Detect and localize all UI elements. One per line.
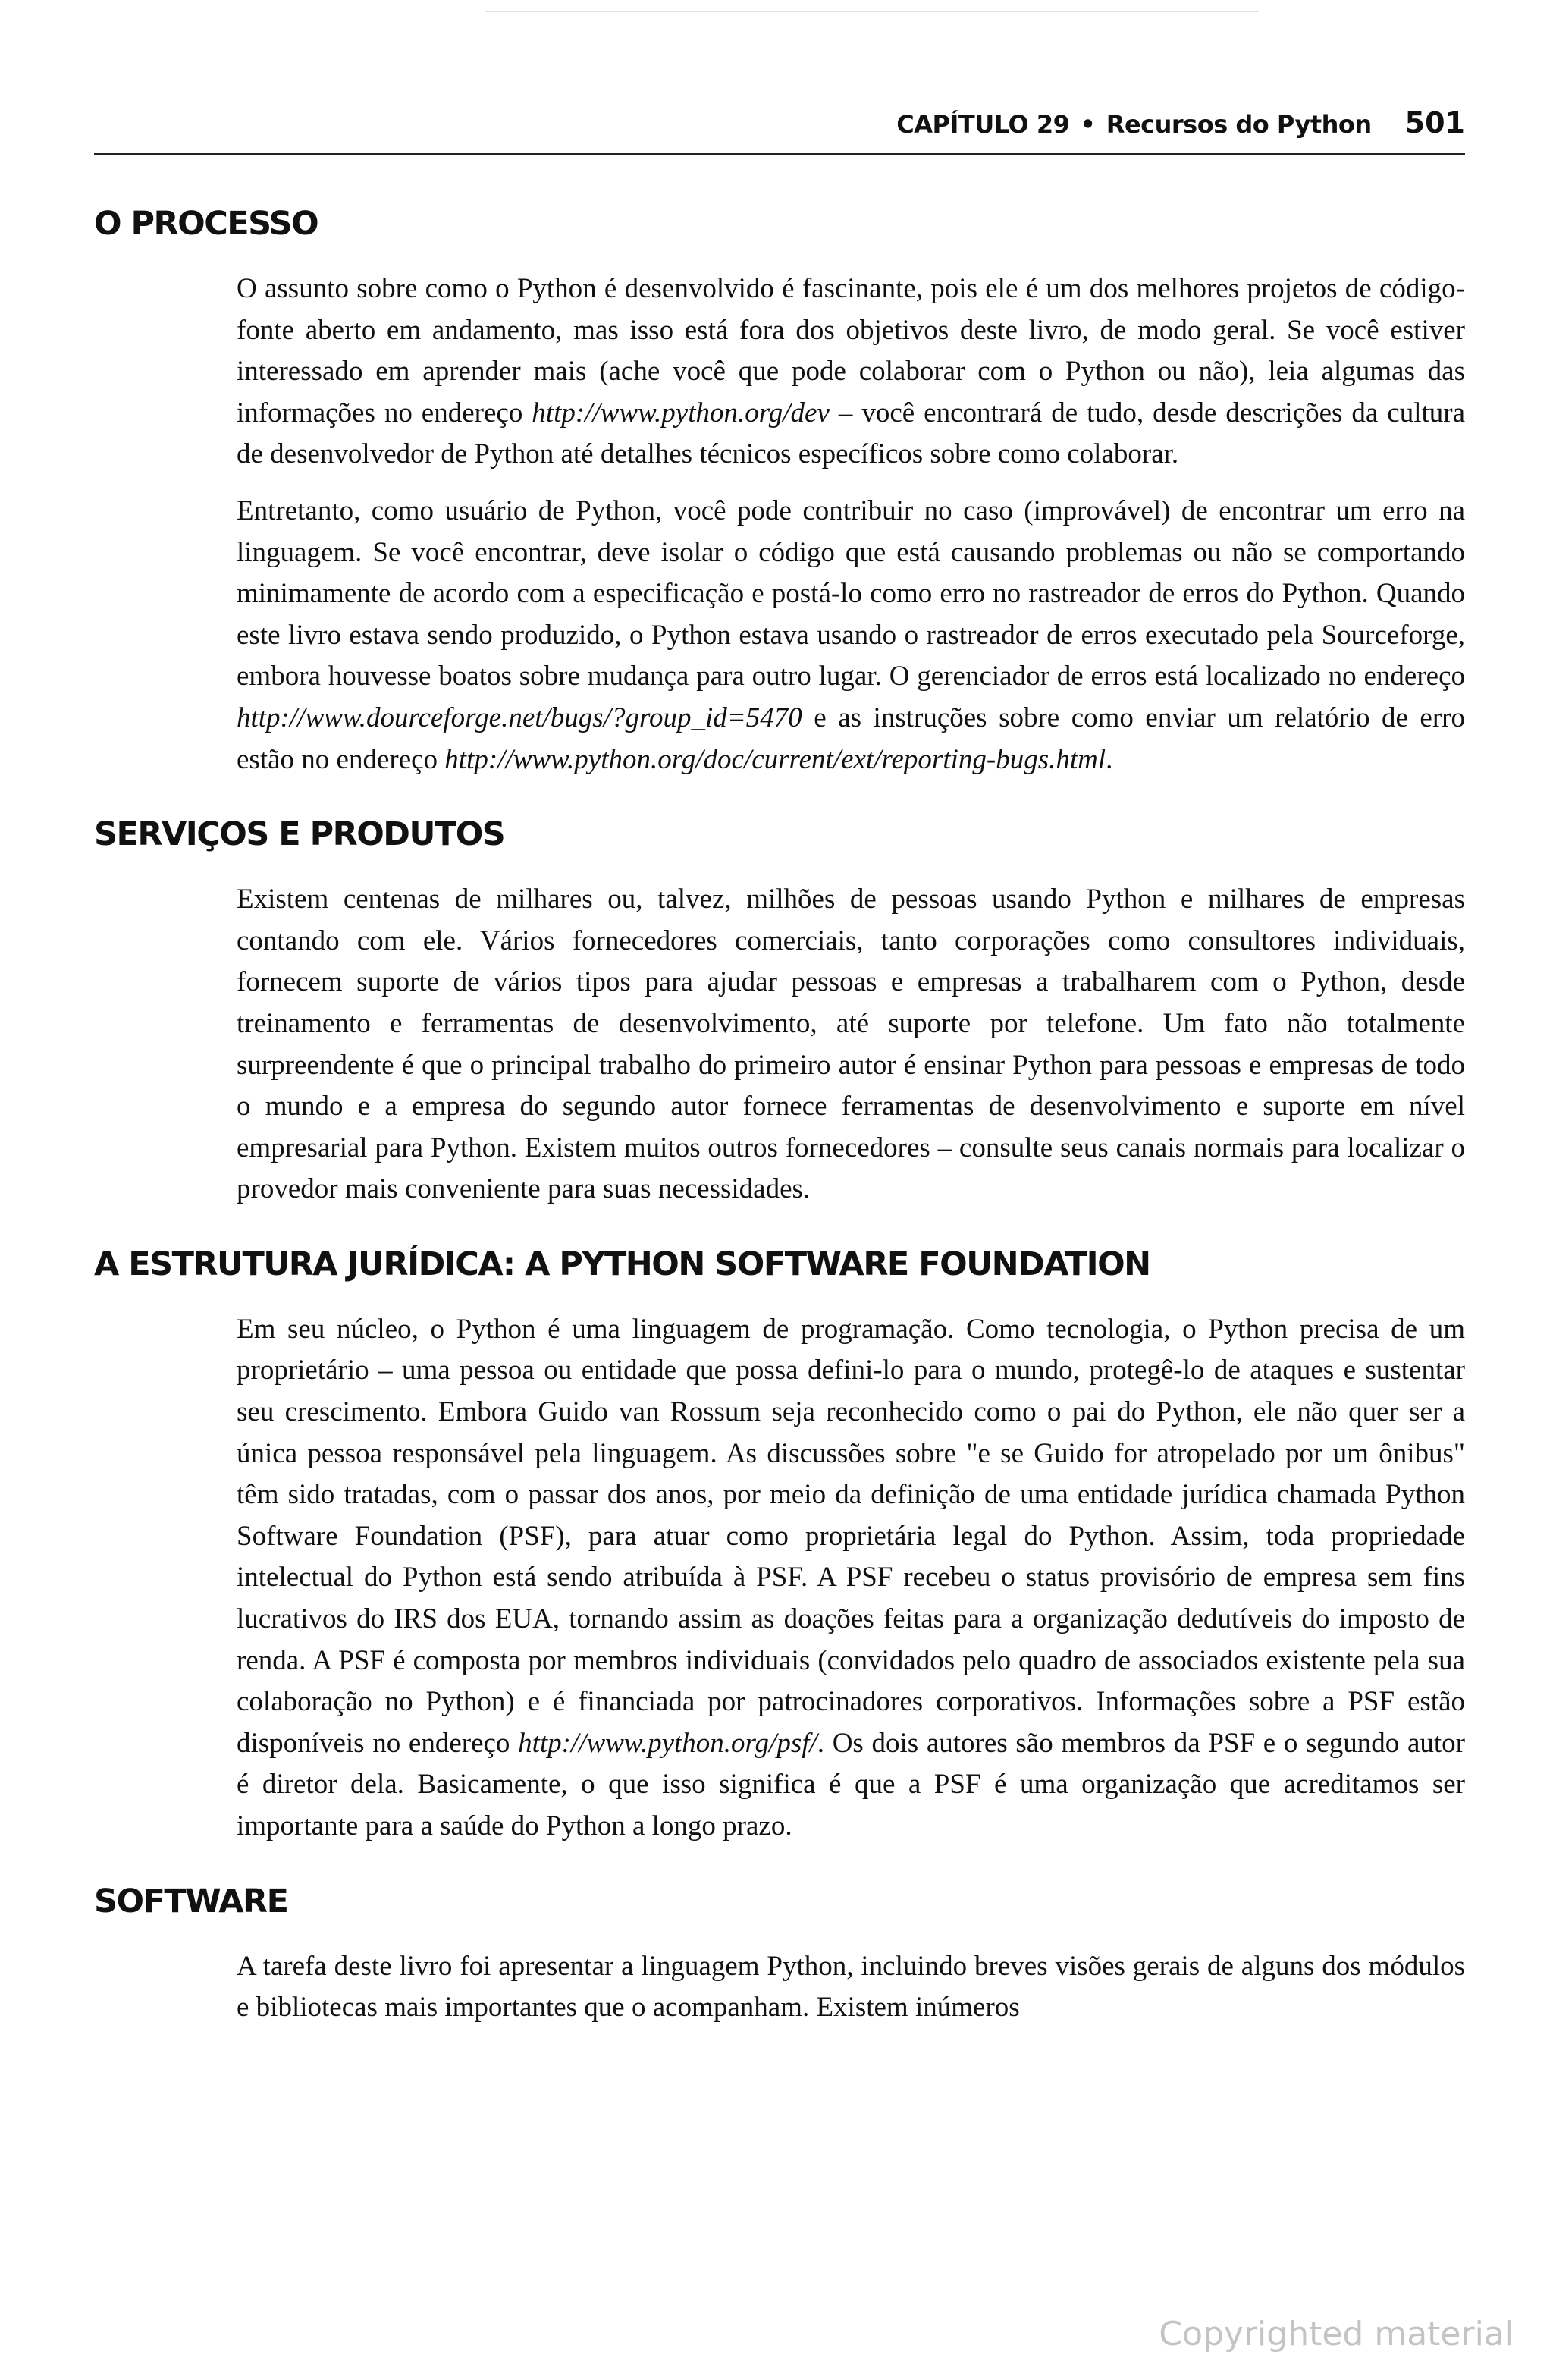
url-link: http://www.python.org/doc/current/ext/reporting-bugs.html <box>444 743 1106 775</box>
url-link: http://www.python.org/dev <box>532 397 830 429</box>
section-heading: SOFTWARE <box>94 1882 288 1920</box>
section-heading: O PROCESSO <box>94 205 318 243</box>
paragraph-text: Em seu núcleo, o Python é uma linguagem de programação. Como tecnologia, o Python precisa de um proprietário – uma pessoa ou entidade que possa defini-lo para o mundo, protegê-lo de ataques e sustentar seu crescimento. Embora Guido van Rossum seja reconhecido como o pai do Python, ele não quer ser a única pessoa responsável pela linguagem. As discussões sobre "e se Guido for atropelado por um ônibus" têm sido tratadas, com o passar dos anos, por meio da definição de uma entidade jurídica chamada Python Software Foundation (PSF), para atuar como proprietária legal do Python. Assim, toda propriedade intelectual do Python está sendo atribuída à PSF. A PSF recebeu o status provisório de empresa sem fins lucrativos do IRS dos EUA, tornando assim as doações feitas para a organização dedutíveis do imposto de renda. A PSF é composta por membros individuais (convidados pelo quadro de associados existente pela sua colaboração no Python) e é financiada por patrocinadores corporativos. Informações sobre a PSF estão disponíveis no endereço <box>237 1313 1465 1759</box>
paragraph <box>0 1309 1465 1848</box>
copyright-watermark: Copyrighted material <box>1159 2315 1514 2353</box>
page-body <box>0 203 1553 2062</box>
paragraph <box>0 268 1465 476</box>
section-estrutura-juridica <box>0 1244 1553 1848</box>
paragraph-text: – você encontrará de tudo, desde descrições da cultura de desenvolvedor de Python até detalhes técnicos específicos sobre como colaborar. <box>237 397 1465 470</box>
paragraph <box>0 491 1465 780</box>
running-header <box>94 106 1465 155</box>
page-number: 501 <box>1404 106 1465 140</box>
section-heading: SERVIÇOS E PRODUTOS <box>94 815 505 854</box>
paragraph-text: . Os dois autores são membros da PSF e o segundo autor é diretor dela. Basicamente, o que isso significa é que a PSF é uma organização que acreditamos ser importante para a saúde do Python a longo prazo. <box>237 1727 1466 1842</box>
url-link: http://www.dourceforge.net/bugs/?group_id=5470 <box>237 702 802 733</box>
section-servicos-e-produtos <box>0 814 1553 1210</box>
paragraph <box>0 1946 1465 2029</box>
section-heading: A ESTRUTURA JURÍDICA: A PYTHON SOFTWARE FOUNDATION <box>94 1245 1150 1283</box>
url-link: http://www.python.org/psf/ <box>518 1727 817 1759</box>
section-software <box>0 1881 1553 2029</box>
chapter-label: CAPÍTULO 29 <box>896 110 1070 139</box>
header-bullet: • <box>1080 110 1096 139</box>
paragraph-text: O assunto sobre como o Python é desenvolvido é fascinante, pois ele é um dos melhores projetos de código-fonte aberto em andamento, mas isso está fora dos objetivos deste livro, de modo geral. Se você estiver interessado em aprender mais (ache você que pode colaborar com o Python ou não), leia algumas das informações no endereço <box>237 273 1465 429</box>
paragraph <box>0 879 1465 1210</box>
paragraph-text: Existem centenas de milhares ou, talvez, milhões de pessoas usando Python e milhares de empresas contando com ele. Vários fornecedores comerciais, tanto corporações como consultores individuais, fornecem suporte de vários tipos para ajudar pessoas e empresas a trabalharem com o Python, desde treinamento e ferramentas de desenvolvimento, até suporte por telefone. Um fato não totalmente surpreendente é que o principal trabalho do primeiro autor é ensinar Python para pessoas e empresas de todo o mundo e a empresa do segundo autor fornece ferramentas de desenvolvimento e suporte em nível empresarial para Python. Existem muitos outros fornecedores – consulte seus canais normais para localizar o provedor mais conveniente para suas necessidades. <box>237 884 1465 1205</box>
paragraph-text: Entretanto, como usuário de Python, você pode contribuir no caso (improvável) de encontrar um erro na linguagem. Se você encontrar, deve isolar o código que está causando problemas ou não se comportando minimamente de acordo com a especificação e postá-lo como erro no rastreador de erros do Python. Quando este livro estava sendo produzido, o Python estava usando o rastreador de erros executado pela Sourceforge, embora houvesse boatos sobre mudança para outro lugar. O gerenciador de erros está localizado no endereço <box>237 495 1465 692</box>
section-o-processo <box>0 203 1553 780</box>
scan-artifact-line <box>485 11 1259 12</box>
paragraph-text: A tarefa deste livro foi apresentar a linguagem Python, incluindo breves visões gerais de alguns dos módulos e bibliotecas mais importantes que o acompanham. Existem inúmeros <box>237 1950 1465 2024</box>
paragraph-text: e as instruções sobre como enviar um relatório de erro estão no endereço <box>237 702 1465 775</box>
paragraph-text: . <box>1106 743 1113 775</box>
chapter-title: Recursos do Python <box>1106 110 1372 139</box>
